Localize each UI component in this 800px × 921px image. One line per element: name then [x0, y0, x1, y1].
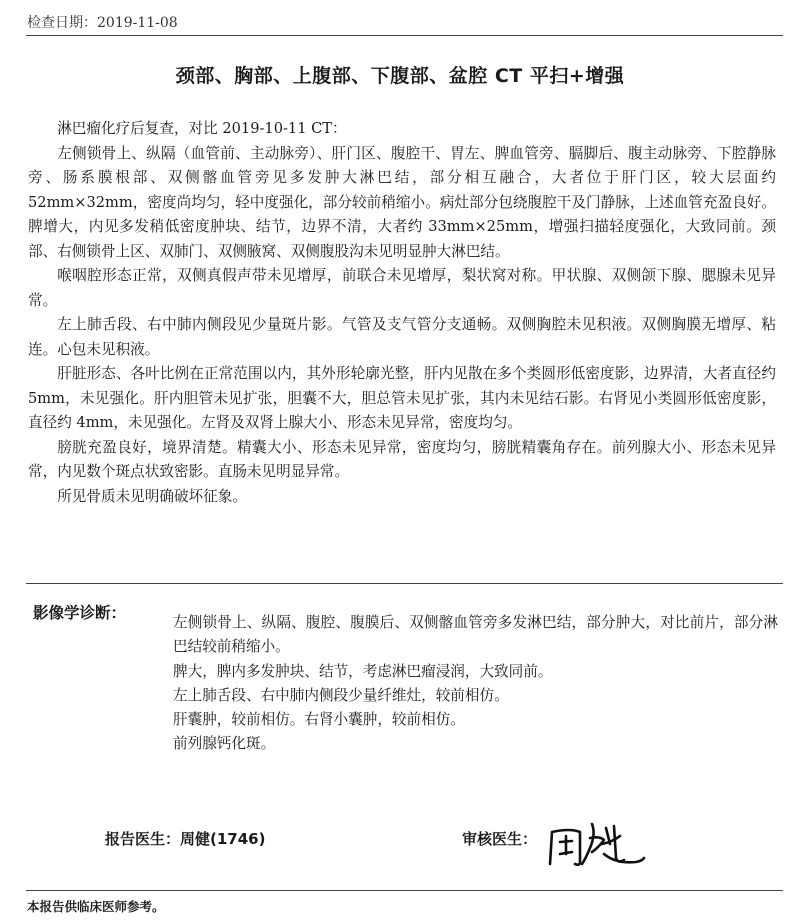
findings-paragraph: 左上肺舌段、右中肺内侧段见少量斑片影。气管及支气管分支通畅。双侧胸腔未见积液。双侧胸膜无增厚、粘连。心包未见积液。 — [28, 316, 776, 358]
findings-section — [28, 117, 776, 509]
diagnosis-section — [173, 611, 778, 757]
exam-date: 检查日期：2019-11-08 — [27, 15, 178, 31]
footer-divider — [26, 890, 783, 891]
findings-paragraph: 膀胱充盈良好，境界清楚。精囊大小、形态未见异常，密度均匀，膀胱精囊角存在。前列腺大小、形态未见异常，内见数个斑点状致密影。直肠未见明显异常。 — [28, 438, 776, 480]
findings-paragraph: 肝脏形态、各叶比例在正常范围以内，其外形轮廓光整，肝内见散在多个类圆形低密度影，边界清，大者直径约 5mm，未见强化。肝内胆管未见扩张，胆囊不大，胆总管未见扩张，其内未见结石影。右肾见小类圆形低密度影，直径约 4mm，未见强化。左肾及双肾上腺大小、形态未见异常，密度均匀。 — [28, 365, 776, 431]
handwritten-signature — [540, 814, 650, 874]
header-divider — [26, 35, 783, 36]
diagnosis-line: 左侧锁骨上、纵隔、腹腔、腹膜后、双侧髂血管旁多发淋巴结，部分肿大，对比前片，部分淋巴结较前稍缩小。 — [173, 614, 778, 656]
section-divider — [26, 583, 783, 584]
diagnosis-line: 肝囊肿，较前相仿。右肾小囊肿，较前相仿。 — [173, 711, 465, 729]
diagnosis-line: 左上肺舌段、右中肺内侧段少量纤维灶，较前相仿。 — [173, 686, 509, 704]
report-title: 颈部、胸部、上腹部、下腹部、盆腔 CT 平扫+增强 — [175, 65, 625, 87]
findings-paragraph: 喉咽腔形态正常，双侧真假声带未见增厚，前联合未见增厚，梨状窝对称。甲状腺、双侧颌下腺、腮腺未见异常。 — [28, 267, 776, 309]
diagnosis-line: 前列腺钙化斑。 — [173, 735, 276, 753]
reporting-doctor: 报告医生：周健(1746) — [105, 830, 266, 848]
diagnosis-heading: 影像学诊断： — [33, 604, 127, 622]
footer-note: 本报告供临床医师参考。 — [27, 899, 165, 914]
findings-paragraph: 左侧锁骨上、纵隔（血管前、主动脉旁）、肝门区、腹腔干、胃左、脾血管旁、膈脚后、腹主动脉旁、下腔静脉旁、肠系膜根部、双侧髂血管旁见多发肿大淋巴结，部分相互融合，大者位于肝门区，较大层面约 52mm×32mm，密度尚均匀，轻中度强化，部分较前稍缩小。病灶部分包绕腹腔干及门静脉，上述血管充盈良好。脾增大，内见多发稍低密度肿块、结节，边界不清，大者约 33mm×25mm，增强扫描轻度强化，大致同前。颈部、右侧锁骨上区、双肺门、双侧腋窝、双侧腹股沟未见明显肿大淋巴结。 — [28, 144, 776, 260]
findings-intro: 淋巴瘤化疗后复查，对比 2019-10-11 CT： — [57, 120, 347, 137]
findings-paragraph: 所见骨质未见明确破坏征象。 — [57, 487, 247, 505]
diagnosis-line: 脾大，脾内多发肿块、结节，考虑淋巴瘤浸润，大致同前。 — [173, 662, 553, 680]
reviewing-doctor-label: 审核医生： — [462, 830, 538, 848]
